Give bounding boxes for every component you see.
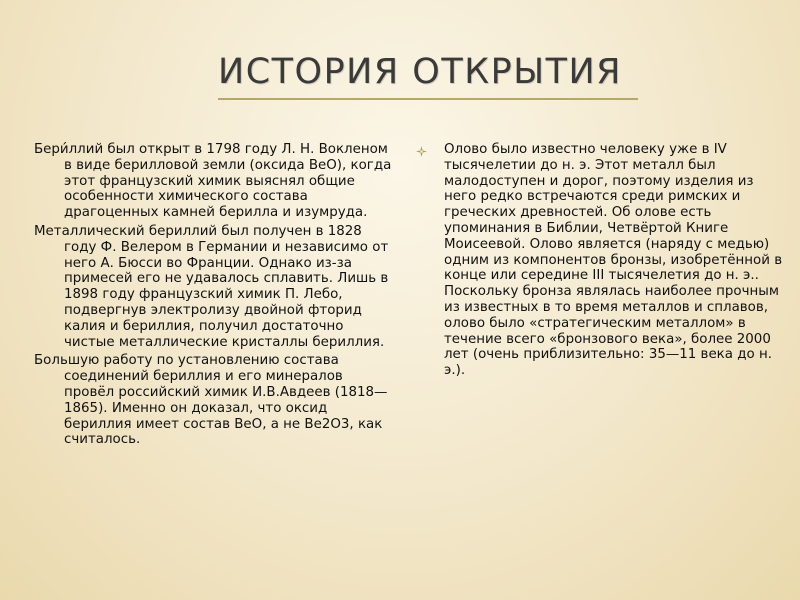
paragraph-beryllium-metal: Металлический бериллий был получен в 1828 году Ф. Велером в Германии и независимо от него А. Бюсси во Франции. Однако из-за примесей его не удавалось сплавить. Лишь в 1898 году французский химик П. Лебо, подвергнув электролизу двойной фторид калия и бериллия, получил достаточно чистые металлические кристаллы бериллия. [34, 223, 389, 350]
left-text-column [34, 142, 396, 451]
right-text-column [416, 142, 786, 379]
bullet-item-tin-history [416, 142, 786, 379]
fleur-bullet-icon [416, 142, 427, 158]
title-divider [218, 98, 638, 100]
paragraph-tin-history: Олово было известно человеку уже в IV тысячелетии до н. э. Этот металл был малодоступен и дорог, поэтому изделия из него редко встречаются среди римских и греческих древностей. Об олове есть упоминания в Библии, Четвёртой Книге Моисеевой. Олово является (наряду с медью) одним из компонентов бронзы, изобретённой в конце или середине III тысячелетия до н. э.. Поскольку бронза являлась наиболее прочным из известных в то время металлов и сплавов, олово было «стратегическим металлом» в течение всего «бронзового века», более 2000 лет (очень приблизительно: 35—11 века до н. э.). [444, 142, 783, 379]
paragraph-beryllium-discovery: Бери́ллий был открыт в 1798 году Л. Н. Вокленом в виде берилловой земли (оксида BeO), когда этот французский химик выяснял общие особенности химического состава драгоценных камней берилла и изумруда. [34, 142, 392, 221]
paragraph-avdeev-research: Большую работу по установлению состава соединений бериллия и его минералов провёл российский химик И.В.Авдеев (1818—1865). Именно он доказал, что оксид бериллия имеет состав BeO, а не Be2O3, как считалось. [34, 353, 388, 448]
slide-title: ИСТОРИЯ ОТКРЫТИЯ [218, 52, 622, 92]
